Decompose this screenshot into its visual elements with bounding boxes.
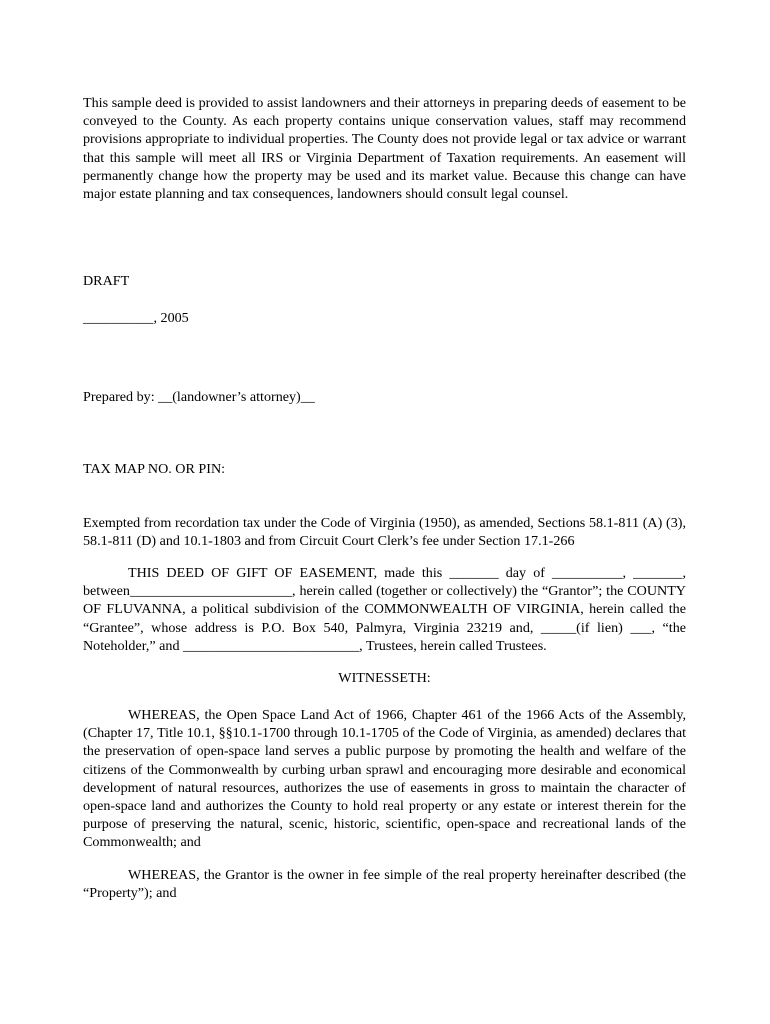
tax-map-line: TAX MAP NO. OR PIN: (83, 461, 226, 477)
prepared-by-line: Prepared by: __(landowner’s attorney)__ (83, 389, 315, 405)
whereas-open-space-paragraph: WHEREAS, the Open Space Land Act of 1966, Chapter 461 of the 1966 Acts of the Assembly, (Chapter 17, Title 10.1, §§10.1-1700 through 10.1-1705 of the Code of Virginia, as amended) declares that the preservation of open-space land serves a public purpose by promoting the health and welfare of the citizens of the Commonwealth by curbing urban sprawl and encouraging more desirable and economical development of natural resources, authorizes the use of easements in gross to maintain the character of open-space land and authorizes the County to hold real property or any estate or interest therein for the purpose of preserving the natural, scenic, historic, scientific, open-space and recreational lands of the Commonwealth; and (83, 707, 686, 851)
witnesseth-heading: WITNESSETH: (338, 670, 431, 686)
exemption-paragraph: Exempted from recordation tax under the Code of Virginia (1950), as amended, Sections 58.1-811 (A) (3), 58.1-811 (D) and 10.1-1803 and from Circuit Court Clerk’s fee under Section 17.1-266 (83, 515, 686, 550)
disclaimer-paragraph: This sample deed is provided to assist landowners and their attorneys in preparing deeds of easement to be conveyed to the County. As each property contains unique conservation values, staff may recommend provisions appropriate to individual properties. The County does not provide legal or tax advice or warrant that this sample will meet all IRS or Virginia Department of Taxation requirements. An easement will permanently change how the property may be used and its market value. Because this change can have major estate planning and tax consequences, landowners should consult legal counsel. (83, 95, 686, 203)
date-line: __________, 2005 (83, 310, 189, 326)
deed-intro-paragraph: THIS DEED OF GIFT OF EASEMENT, made this _______ day of __________, _______, between_______________________, herein called (together or collectively) the “Grantor”; the COUNTY OF FLUVANNA, a political subdivision of the COMMONWEALTH OF VIRGINIA, herein called the “Grantee”, whose address is P.O. Box 540, Palmyra, Virginia 23219 and, _____(if lien) ___, “the Noteholder,” and _________________________, Trustees, herein called Trustees. (83, 565, 686, 654)
whereas-grantor-paragraph: WHEREAS, the Grantor is the owner in fee simple of the real property hereinafter described (the “Property”); and (83, 867, 686, 902)
draft-label: DRAFT (83, 273, 130, 289)
